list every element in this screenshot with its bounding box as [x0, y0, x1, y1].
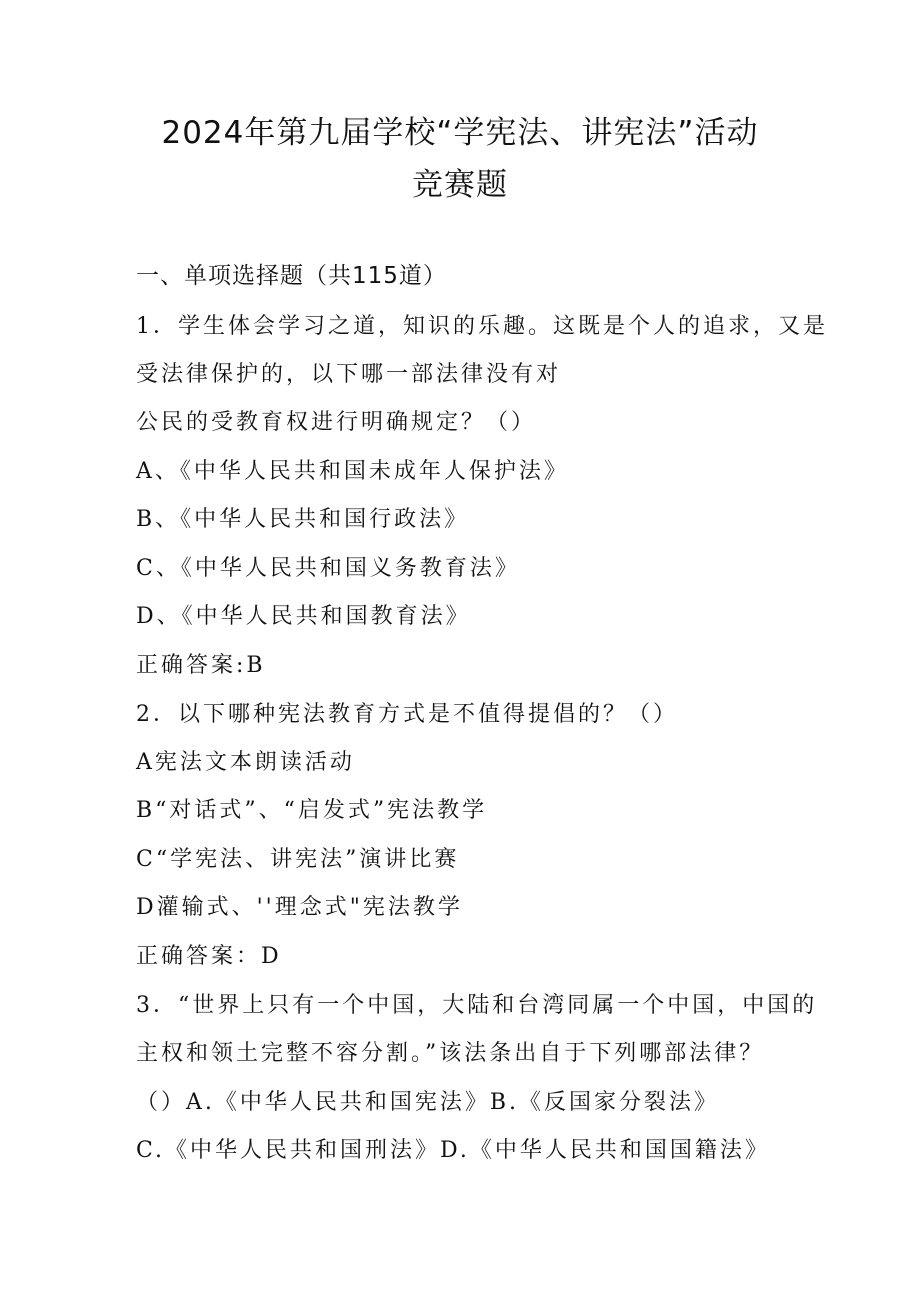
question-1-option-c: C、《中华人民共和国义务教育法》	[136, 556, 520, 581]
question-2-option-d: D灌输式、''理念式"宪法教学	[136, 895, 463, 920]
question-3-options-line-2: C.《中华人民共和国刑法》D.《中华人民共和国国籍法》	[136, 1138, 770, 1163]
question-2-answer: 正确答案：D	[136, 944, 282, 969]
question-2-option-b: B“对话式”、“启发式”宪法教学	[136, 798, 488, 823]
question-1-text-line-3: 公民的受教育权进行明确规定？（）	[136, 410, 537, 435]
question-1-text-line-2: 受法律保护的，以下哪一部法律没有对	[136, 362, 562, 387]
question-1-option-a: A、《中华人民共和国未成年人保护法》	[136, 459, 569, 484]
question-1-answer: 正确答案:B	[136, 653, 266, 678]
question-2-option-c: C“学宪法、讲宪法”演讲比赛	[136, 847, 460, 872]
question-2-text: 2．以下哪种宪法教育方式是不值得提倡的？（）	[136, 702, 678, 727]
question-2-option-a: A宪法文本朗读活动	[136, 750, 355, 775]
question-1-text-line-1: 1．学生体会学习之道，知识的乐趣。这既是个人的追求，又是	[136, 314, 828, 339]
question-3-text-line-2: 主权和领土完整不容分割。”该法条出自于下列哪部法律？	[136, 1041, 765, 1066]
question-1-option-d: D、《中华人民共和国教育法》	[136, 604, 471, 629]
document-title-line-2: 竞赛题	[412, 167, 508, 203]
question-1-option-b: B、《中华人民共和国行政法》	[136, 507, 470, 532]
question-3-options-line-1: （）A.《中华人民共和国宪法》B.《反国家分裂法》	[136, 1090, 720, 1115]
document-title-line-1: 2024年第九届学校“学宪法、讲宪法”活动	[161, 115, 759, 151]
question-3-text-line-1: 3．“世界上只有一个中国，大陆和台湾同属一个中国，中国的	[136, 993, 818, 1018]
section-heading: 一、单项选择题（共115道）	[136, 263, 447, 289]
